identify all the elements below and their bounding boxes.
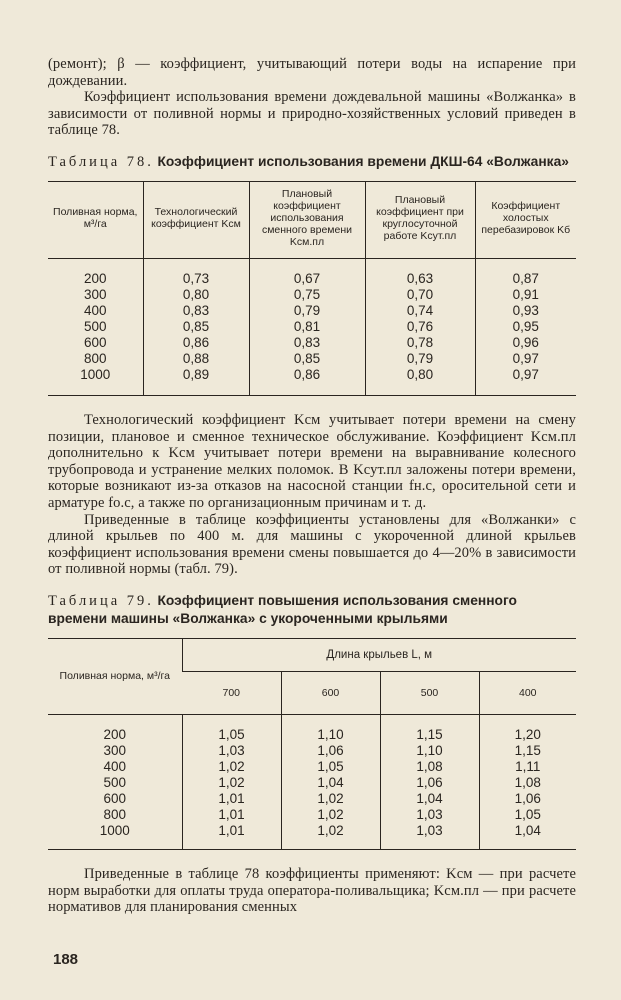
- table-cell: 0,63: [365, 258, 475, 287]
- table-row: [48, 807, 576, 823]
- table-cell: 600: [103, 790, 127, 806]
- table-cell: 1,02: [281, 807, 380, 823]
- table-79-label: Таблица 79.: [48, 592, 154, 609]
- table-cell: 0,85: [143, 319, 249, 335]
- paragraph-2: Коэффициент использования времени дождевальной машины «Волжанка» в зависимости от поливной нормы и природно-хозяйственных условий приведен в таблице 78.: [48, 89, 576, 139]
- table-cell: 0,76: [365, 319, 475, 335]
- table-78-header: Коэффициент холостых перебазировок Kб: [475, 181, 576, 258]
- table-row: [48, 823, 576, 850]
- table-cell: 800: [83, 350, 107, 366]
- table-79-subheader: 400: [479, 671, 576, 714]
- table-cell: 1,11: [479, 759, 576, 775]
- paragraph-4: Приведенные в таблице коэффициенты установлены для «Волжанки» с длиной крыльев по 400 м. для машины с укороченной длиной крыльев коэффициент использования времени смены повышается до 4—20% в зависимости от поливной нормы (табл. 79).: [48, 511, 576, 578]
- table-row: [48, 743, 576, 759]
- table-row: [48, 319, 576, 335]
- table-cell: 1,02: [281, 791, 380, 807]
- table-cell: 0,73: [143, 258, 249, 287]
- table-78-caption: [48, 153, 576, 171]
- table-row: [48, 367, 576, 396]
- table-cell: 1,03: [182, 743, 281, 759]
- table-row: [48, 351, 576, 367]
- table-cell: 1,04: [479, 823, 576, 850]
- table-78-label: Таблица 78.: [48, 153, 154, 170]
- table-row: [48, 714, 576, 743]
- table-cell: 0,88: [143, 351, 249, 367]
- paragraph-1: (ремонт); β — коэффициент, учитывающий потери воды на испарение при дождевании.: [48, 56, 576, 89]
- table-row: [48, 759, 576, 775]
- page-number: 188: [53, 951, 79, 968]
- table-cell: 500: [103, 774, 127, 790]
- table-cell: 600: [83, 334, 107, 350]
- table-cell: 0,91: [475, 287, 576, 303]
- table-row: [48, 791, 576, 807]
- table-cell: 0,79: [365, 351, 475, 367]
- page-content: [48, 56, 576, 916]
- table-cell: 1,06: [479, 791, 576, 807]
- table-cell: 0,81: [249, 319, 365, 335]
- table-79-caption: [48, 592, 576, 628]
- table-cell: 1,15: [380, 714, 479, 743]
- table-cell: 0,67: [249, 258, 365, 287]
- table-cell: 0,83: [143, 303, 249, 319]
- table-cell: 0,89: [143, 367, 249, 396]
- table-cell: 0,75: [249, 287, 365, 303]
- paragraph-3: Технологический коэффициент Kсм учитывает потери времени на смену позиции, плановое и сменное техническое обслуживание. Коэффициент Kсм.пл дополнительно к Kсм учитывает потери времени на выравнивание колесного трубопровода и устранение мелких поломок. В Kсут.пл заложены потери времени, которые возникают из-за отказов на насосной станции fн.с, оросительной сети и арматуре fо.с, а также по организационным причинам и т. д.: [48, 411, 576, 511]
- table-78-title: Коэффициент использования времени ДКШ-64 «Волжанка»: [157, 153, 569, 169]
- table-cell: 1,15: [479, 743, 576, 759]
- table-79-subheader: 600: [281, 671, 380, 714]
- table-cell: 0,85: [249, 351, 365, 367]
- table-cell: 1,05: [182, 714, 281, 743]
- table-cell: 0,95: [475, 319, 576, 335]
- table-79: [48, 638, 576, 850]
- table-row: [48, 303, 576, 319]
- table-cell: 1,03: [380, 807, 479, 823]
- table-cell: 300: [83, 286, 107, 302]
- table-cell: 0,87: [475, 258, 576, 287]
- table-cell: 1,08: [380, 759, 479, 775]
- table-row: [48, 775, 576, 791]
- table-cell: 1,02: [182, 759, 281, 775]
- table-cell: 0,70: [365, 287, 475, 303]
- table-78-header-row: [48, 181, 576, 258]
- table-cell: 0,97: [475, 351, 576, 367]
- table-cell: 0,97: [475, 367, 576, 396]
- table-cell: 1,20: [479, 714, 576, 743]
- table-78: [48, 181, 576, 396]
- table-cell: 1,10: [281, 714, 380, 743]
- table-cell: 0,86: [143, 335, 249, 351]
- table-cell: 400: [103, 758, 127, 774]
- table-cell: 1,10: [380, 743, 479, 759]
- table-cell: 0,83: [249, 335, 365, 351]
- table-cell: 1,05: [479, 807, 576, 823]
- table-cell: 1,02: [281, 823, 380, 850]
- table-cell: 0,96: [475, 335, 576, 351]
- table-cell: 1,01: [182, 807, 281, 823]
- table-cell: 1000: [99, 822, 130, 838]
- table-79-group-header: Длина крыльев L, м: [182, 638, 576, 671]
- table-cell: 400: [83, 302, 107, 318]
- paragraph-5: Приведенные в таблице 78 коэффициенты применяют: Kсм — при расчете норм выработки для оплаты труда оператора-поливальщика; Kсм.пл — при расчете нормативов для планирования сменных: [48, 865, 576, 916]
- table-79-subheader: 500: [380, 671, 479, 714]
- table-cell: 0,80: [365, 367, 475, 396]
- table-cell: 1,06: [380, 775, 479, 791]
- table-cell: 0,93: [475, 303, 576, 319]
- table-cell: 1,08: [479, 775, 576, 791]
- table-cell: 0,74: [365, 303, 475, 319]
- table-cell: 0,78: [365, 335, 475, 351]
- table-79-subheader: 700: [182, 671, 281, 714]
- table-cell: 800: [103, 806, 127, 822]
- table-row: [48, 287, 576, 303]
- table-cell: 1,04: [380, 791, 479, 807]
- table-cell: 1,03: [380, 823, 479, 850]
- table-79-header-row: [48, 638, 576, 671]
- table-cell: 1,01: [182, 823, 281, 850]
- table-row: [48, 335, 576, 351]
- table-cell: 0,80: [143, 287, 249, 303]
- table-cell: 1,04: [281, 775, 380, 791]
- table-cell: 1000: [80, 366, 111, 382]
- table-79-title: Коэффициент повышения использования сменного времени машины «Волжанка» с укороченными крыльями: [48, 592, 517, 626]
- table-cell: 500: [83, 318, 107, 334]
- table-78-header: Плановый коэффициент при круглосуточной работе Kсут.пл: [365, 181, 475, 258]
- table-79-header: Поливная норма, м³/га: [48, 638, 182, 714]
- table-78-header: Технологический коэффициент Kсм: [143, 181, 249, 258]
- table-cell: 1,02: [182, 775, 281, 791]
- table-cell: 200: [83, 270, 107, 286]
- table-78-header: Плановый коэффициент использования сменного времени Kсм.пл: [249, 181, 365, 258]
- table-78-header: Поливная норма, м³/га: [48, 181, 143, 258]
- table-cell: 1,05: [281, 759, 380, 775]
- table-cell: 1,06: [281, 743, 380, 759]
- table-cell: 0,86: [249, 367, 365, 396]
- table-cell: 300: [103, 742, 127, 758]
- table-cell: 200: [103, 726, 127, 742]
- table-cell: 0,79: [249, 303, 365, 319]
- table-cell: 1,01: [182, 791, 281, 807]
- table-row: [48, 258, 576, 287]
